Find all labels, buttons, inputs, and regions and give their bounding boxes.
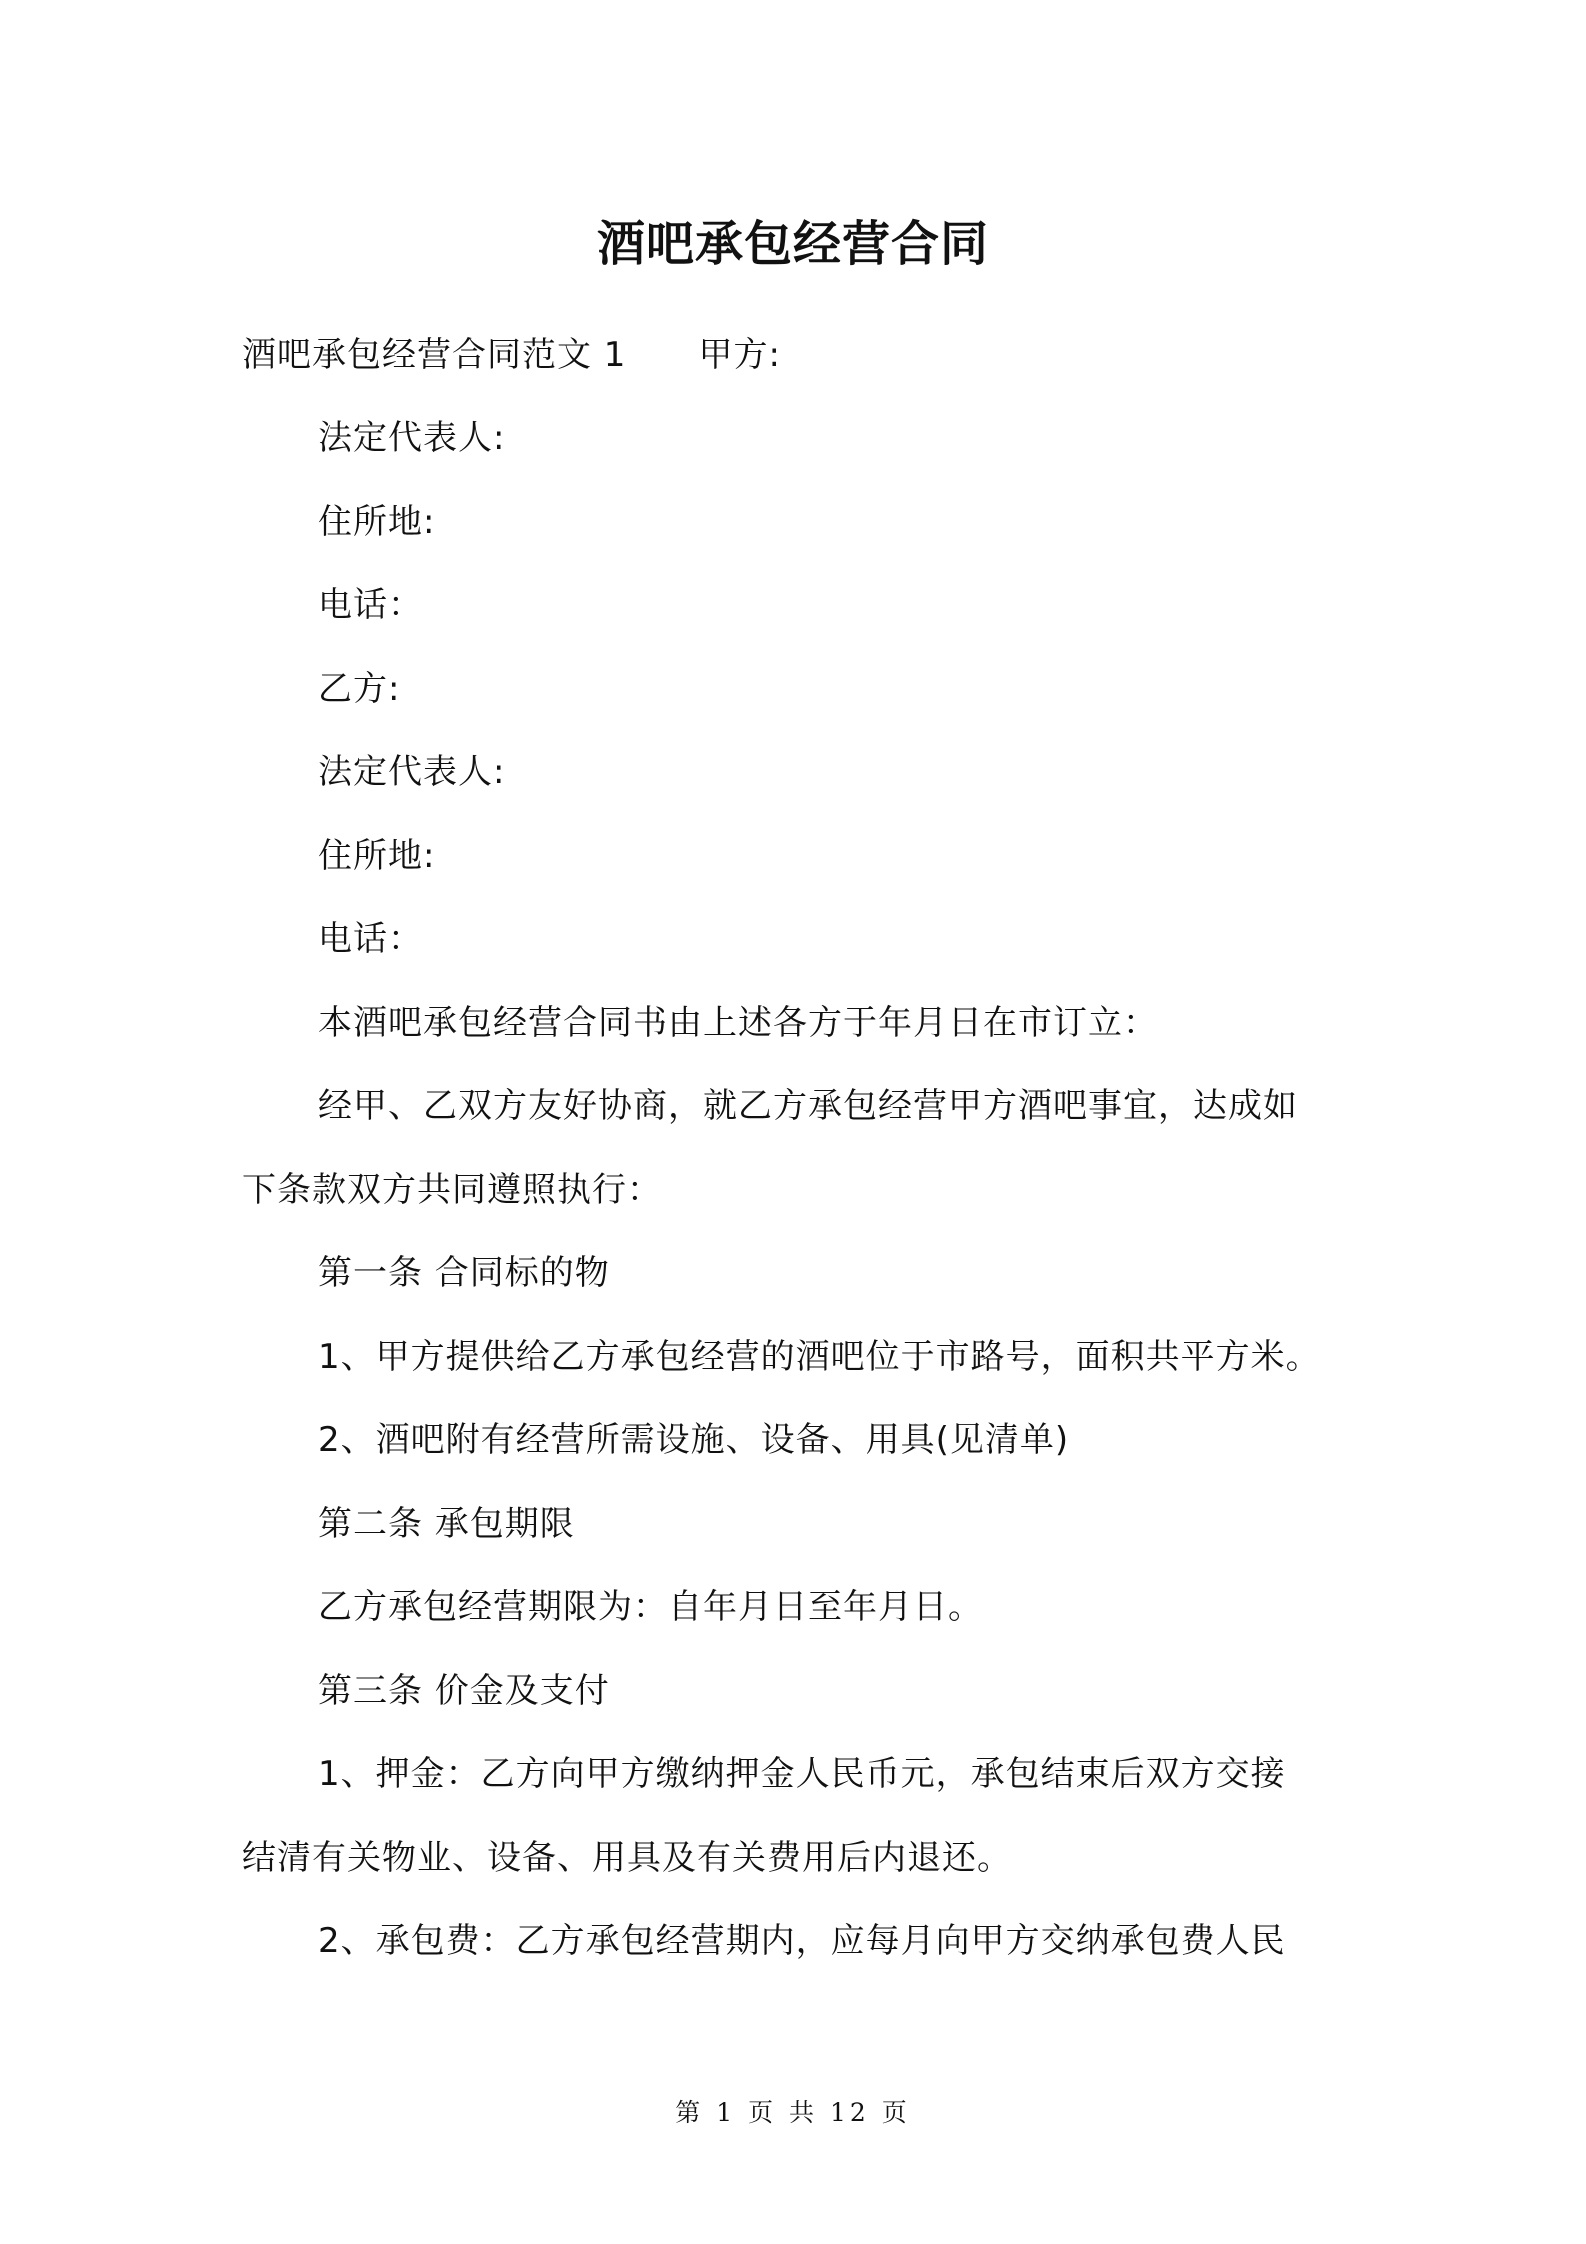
page-number-footer: 第 1 页 共 12 页 bbox=[675, 2098, 911, 2127]
article-1-heading: 第一条 合同标的物 bbox=[318, 1253, 610, 1293]
party-b-phone: 电话： bbox=[318, 919, 423, 959]
document-title: 酒吧承包经营合同 bbox=[596, 216, 989, 272]
article-1-item-1: 1、甲方提供给乙方承包经营的酒吧位于市路号，面积共平方米。 bbox=[318, 1337, 1321, 1377]
article-1-item-2: 2、酒吧附有经营所需设施、设备、用具(见清单) bbox=[318, 1420, 1070, 1460]
article-2-term: 乙方承包经营期限为：自年月日至年月日。 bbox=[318, 1587, 983, 1627]
article-2-heading: 第二条 承包期限 bbox=[318, 1504, 575, 1544]
party-b-label: 乙方: bbox=[318, 669, 401, 709]
intro-heading: 酒吧承包经营合同范文 1 bbox=[242, 335, 627, 375]
article-3-item-2-line1: 2、承包费：乙方承包经营期内，应每月向甲方交纳承包费人民 bbox=[318, 1921, 1286, 1961]
party-a-label: 甲方: bbox=[698, 335, 781, 375]
intro-line bbox=[242, 330, 781, 380]
party-a-legal-rep: 法定代表人: bbox=[318, 418, 506, 458]
contract-signing-paragraph: 本酒吧承包经营合同书由上述各方于年月日在市订立： bbox=[318, 1003, 1158, 1043]
party-a-phone: 电话： bbox=[318, 585, 423, 625]
negotiation-paragraph-line2: 下条款双方共同遵照执行： bbox=[242, 1170, 662, 1210]
article-3-item-1-line2: 结清有关物业、设备、用具及有关费用后内退还。 bbox=[242, 1838, 1012, 1878]
party-a-address: 住所地: bbox=[318, 502, 436, 542]
negotiation-paragraph-line1: 经甲、乙双方友好协商，就乙方承包经营甲方酒吧事宜，达成如 bbox=[318, 1086, 1298, 1126]
article-3-heading: 第三条 价金及支付 bbox=[318, 1671, 610, 1711]
party-b-legal-rep: 法定代表人: bbox=[318, 752, 506, 792]
party-b-address: 住所地: bbox=[318, 836, 436, 876]
article-3-item-1-line1: 1、押金：乙方向甲方缴纳押金人民币元，承包结束后双方交接 bbox=[318, 1754, 1286, 1794]
